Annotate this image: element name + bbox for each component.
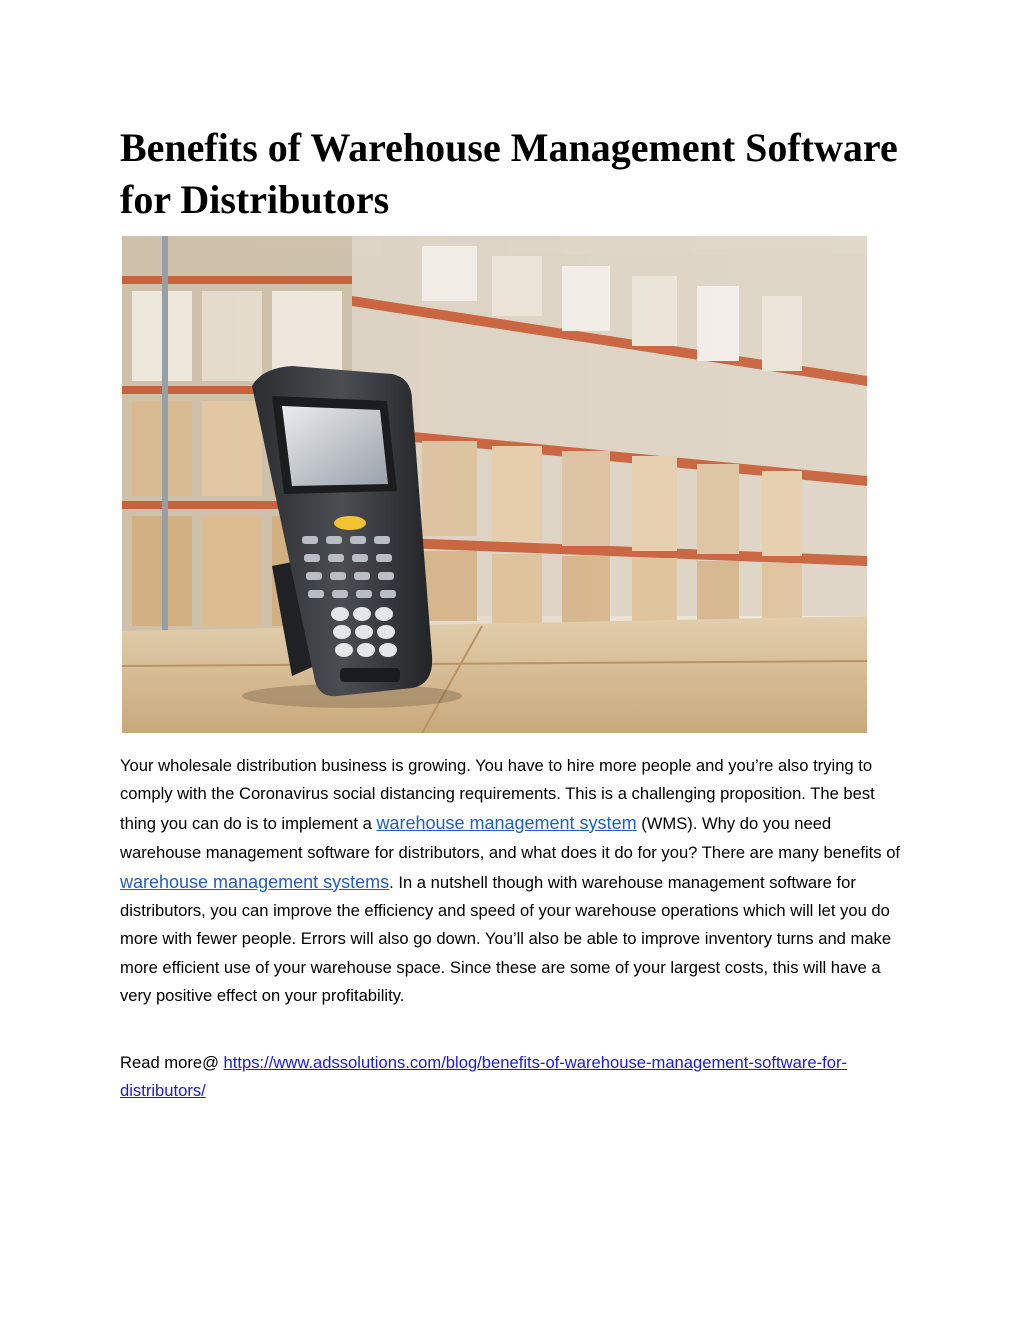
page-title: Benefits of Warehouse Management Software for Distributors <box>120 125 898 222</box>
wms-systems-link[interactable]: warehouse management systems <box>120 871 390 892</box>
read-more-url-link[interactable]: https://www.adssolutions.com/blog/benefits-of-warehouse-management-software-for-distributors/ <box>120 1053 848 1101</box>
paragraph-text-1: Your wholesale distribution business is growing. You have to hire more people and you’re also trying to comply with the Coronavirus social distancing requirements. This is a challenging proposition. The best thing you can do is to implement a <box>120 756 875 833</box>
paragraph-text-3: . In a nutshell though with warehouse management software for distributors, you can improve the efficiency and speed of your warehouse operations which will let you do more with fewer people. Errors will also go down. You’ll also be able to improve inventory turns and make more efficient use of your warehouse space. Since these are some of your largest costs, this will have a very positive effect on your profitability. <box>120 872 892 1006</box>
read-more-label: Read more@ <box>120 1053 224 1072</box>
wms-link[interactable]: warehouse management system <box>376 812 637 833</box>
paragraph-text-2: (WMS). Why do you need warehouse management software for distributors, and what does it do for you? There are many benefits of <box>120 813 901 863</box>
read-more-line <box>120 1049 910 1106</box>
intro-paragraph <box>120 752 910 1011</box>
warehouse-scanner-illustration <box>122 236 867 733</box>
hero-image <box>122 236 867 733</box>
